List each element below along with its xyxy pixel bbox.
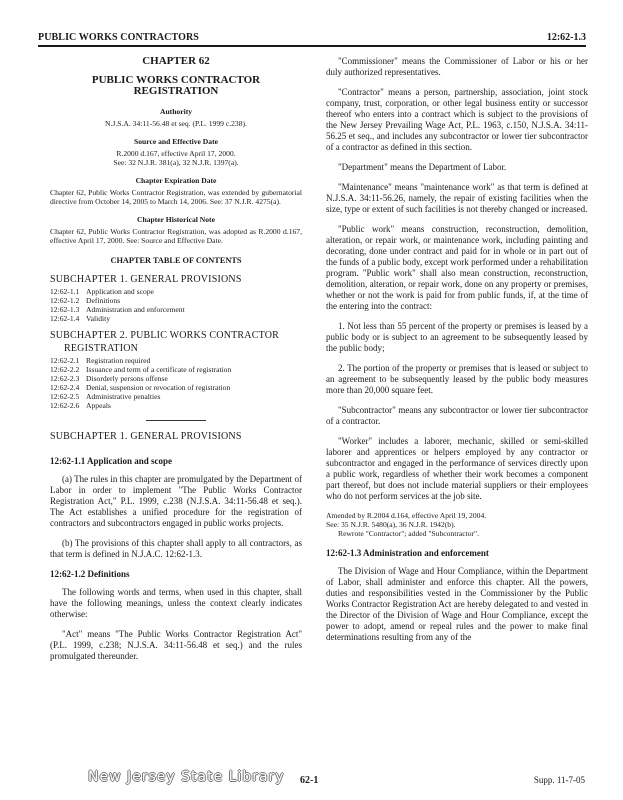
section-divider: [146, 420, 206, 421]
toc-heading: CHAPTER TABLE OF CONTENTS: [110, 256, 242, 265]
section-1-3-text: The Division of Wage and Hour Compliance, within the Department of Labor, shall administer and enforce this chapter. All the powers, duties and responsibilities vested in the Commissioner by the Public Works Contractor Registration Act are hereby delegated to and vested in the Director of the Division of Wage and Hour Compliance, except the power to adopt, amend or repeal rules and the power to make final determinations resulting from any of the: [326, 566, 588, 642]
chapter-number: CHAPTER 62: [142, 55, 210, 67]
toc-subchapter-1: SUBCHAPTER 1. GENERAL PROVISIONS: [50, 274, 242, 285]
section-1-1-paragraph-a: (a) The rules in this chapter are promulgated by the Department of Labor in order to implement "The Public Works Contractor Registration Act," P.L. 1999, c.238 (N.J.S.A. 34:11-56.48 et seq.). The Act establishes a unified procedure for the registration of contractors and subcontractors engaged in public works projects.: [50, 474, 302, 528]
definition-commissioner: "Commissioner" means the Commissioner of Labor or his or her duly authorized representatives.: [326, 56, 588, 77]
chapter-title: PUBLIC WORKS CONTRACTOR REGISTRATION: [91, 74, 261, 97]
toc-entry[interactable]: 12:62-2.2 Issuance and term of a certificate of registration: [50, 365, 232, 374]
amendment-line-3: Rewrote "Contractor"; added "Subcontractor".: [338, 529, 480, 538]
right-column: [326, 56, 588, 652]
page-number: 62-1: [300, 775, 319, 786]
toc-entry[interactable]: 12:62-2.4 Denial, suspension or revocation of registration: [50, 383, 231, 392]
expiration-heading: Chapter Expiration Date: [135, 176, 217, 185]
definition-maintenance: "Maintenance" means "maintenance work" as that term is defined at N.J.S.A. 34:11-56.26, namely, the repair of existing facilities when the size, type or extent of such facilities is not thereby changed or increased.: [326, 182, 588, 214]
toc-entry[interactable]: 12:62-1.2 Definitions: [50, 296, 121, 305]
definition-department: "Department" means the Department of Labor.: [338, 162, 507, 172]
amendment-note: [326, 511, 588, 538]
left-column: [50, 56, 302, 671]
history-heading: Chapter Historical Note: [137, 215, 215, 224]
supplement-date: Supp. 11-7-05: [533, 775, 585, 785]
section-1-3-heading: 12:62-1.3 Administration and enforcement: [326, 548, 489, 558]
toc-entry[interactable]: 12:62-2.5 Administrative penalties: [50, 392, 161, 401]
definition-contractor: "Contractor" means a person, partnership, association, joint stock company, trust, corporation, or other legal business entity or successor thereof who enters into a contract which is subject to the provisions of the New Jersey Prevailing Wage Act, P.L. 1963, c.150, N.J.S.A. 34:11-56.25 et seq., and includes any subcontractor or lower tier subcontractor of a contractor as defined in this section.: [326, 87, 588, 152]
toc-list-2: [50, 356, 302, 410]
toc-subchapter-2-cont: REGISTRATION: [64, 343, 139, 354]
amendment-line-2: See: 35 N.J.R. 5480(a), 36 N.J.R. 1942(b).: [326, 520, 456, 529]
source-heading: Source and Effective Date: [133, 137, 218, 146]
public-work-item-1: 1. Not less than 55 percent of the property or premises is leased by a public body or is subject to an agreement to be subsequently leased by the public body;: [326, 321, 588, 353]
toc-entry[interactable]: 12:62-1.4 Validity: [50, 314, 111, 323]
section-1-1-paragraph-b: (b) The provisions of this chapter shall apply to all contractors, as that term is defined in N.J.A.C. 12:62-1.3.: [50, 538, 302, 559]
source-line-2: See: 32 N.J.R. 381(a), 32 N.J.R. 1397(a).: [113, 158, 239, 167]
definition-public-work: "Public work" means construction, reconstruction, demolition, alteration, or repair work, or maintenance work, including painting and decorating, done under contract and paid for in whole or in part out of the funds of a public body, except work performed under a rehabilitation program. "Public work" shall also mean construction, reconstruction, demolition, alteration, or repair work, done on any property or premises, whether or not the work is paid for from public funds, if, at the time of the entering into the contract:: [326, 224, 588, 311]
history-text: Chapter 62, Public Works Contractor Registration, was adopted as R.2000 d.167, effective April 17, 2000. See: Source and Effective Date.: [50, 227, 302, 245]
definition-act: "Act" means "The Public Works Contractor Registration Act" (P.L. 1999, c.238; N.J.S.A. 34:11-56.48 et seq.) and the rules promulgated thereunder.: [50, 629, 302, 661]
subchapter-1-heading: SUBCHAPTER 1. GENERAL PROVISIONS: [50, 431, 242, 442]
toc-subchapter-2: SUBCHAPTER 2. PUBLIC WORKS CONTRACTOR: [50, 330, 280, 341]
toc-entry[interactable]: 12:62-2.3 Disorderly persons offense: [50, 374, 168, 383]
definition-worker: "Worker" includes a laborer, mechanic, skilled or semi-skilled laborer and apprentices or helpers employed by any contractor or subcontractor and engaged in the performance of services directly upon a public work, regardless of whether their work becomes a component part thereof, but does not include material suppliers or their employees who do not perform services at the job site.: [326, 436, 588, 501]
definitions-intro: The following words and terms, when used in this chapter, shall have the following meanings, unless the context clearly indicates otherwise:: [50, 587, 302, 619]
expiration-text: Chapter 62, Public Works Contractor Registration, was extended by gubernatorial directive from October 14, 2005 to March 14, 2006. See: 37 N.J.R. 4275(a).: [50, 188, 302, 206]
authority-text: N.J.S.A. 34:11-56.48 et seq. (P.L. 1999 c.238).: [105, 119, 247, 128]
definition-subcontractor: "Subcontractor" means any subcontractor or lower tier subcontractor of a contractor.: [326, 405, 588, 426]
running-header: [38, 32, 586, 46]
header-rule: [38, 45, 586, 47]
section-1-2-heading: 12:62-1.2 Definitions: [50, 569, 130, 579]
toc-list-1: [50, 287, 302, 323]
library-watermark: New Jersey State Library: [88, 769, 285, 785]
public-work-item-2: 2. The portion of the property or premises that is leased or subject to an agreement to be subsequently leased by the public body measures more than 20,000 square feet.: [326, 363, 588, 395]
toc-entry[interactable]: 12:62-2.1 Registration required: [50, 356, 151, 365]
amendment-line-1: Amended by R.2004 d.164, effective April 19, 2004.: [326, 511, 487, 520]
header-section-number: 12:62-1.3: [546, 32, 586, 43]
toc-entry[interactable]: 12:62-2.6 Appeals: [50, 401, 111, 410]
section-1-1-heading: 12:62-1.1 Application and scope: [50, 456, 173, 466]
authority-heading: Authority: [159, 107, 193, 116]
source-line-1: R.2000 d.167, effective April 17, 2000.: [116, 149, 236, 158]
header-title: PUBLIC WORKS CONTRACTORS: [38, 32, 199, 43]
toc-entry[interactable]: 12:62-1.1 Application and scope: [50, 287, 154, 296]
toc-entry[interactable]: 12:62-1.3 Administration and enforcement: [50, 305, 185, 314]
